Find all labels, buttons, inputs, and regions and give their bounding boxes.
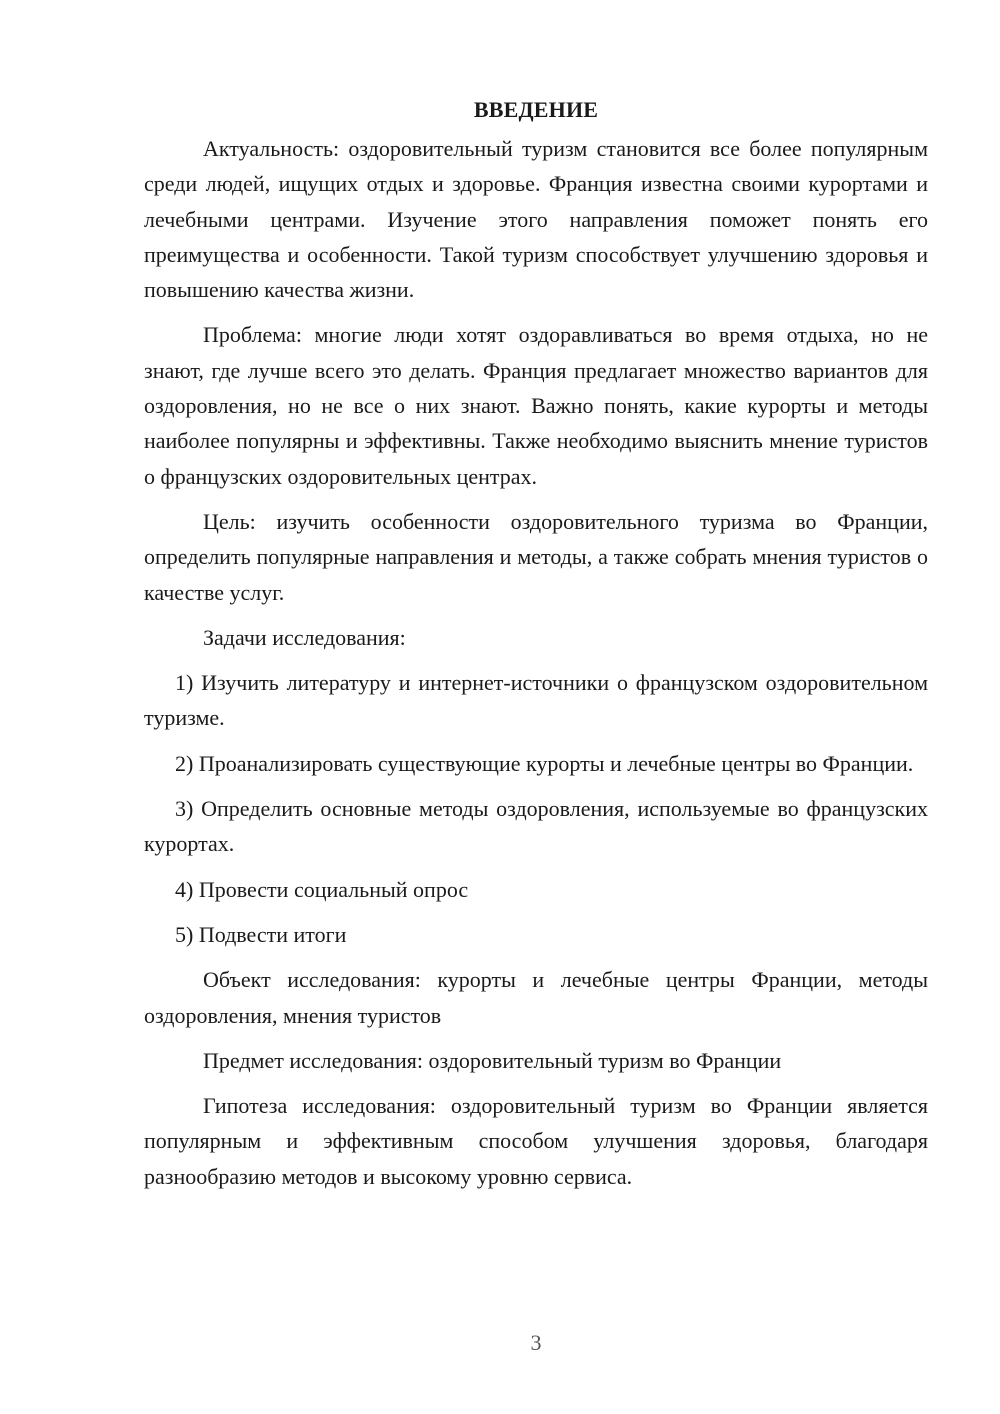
task-item-5: 5) Подвести итоги xyxy=(175,921,347,947)
task-item-2: 2) Проанализировать существующие курорты и лечебные центры во Франции. xyxy=(175,750,914,776)
paragraph-goal: Цель: изучить особенности оздоровительного туризма во Франции, определить популярные направления и методы, а также собрать мнения туристов о качестве услуг. xyxy=(144,508,928,605)
paragraph-subject: Предмет исследования: оздоровительный туризм во Франции xyxy=(203,1047,782,1073)
page-content xyxy=(144,92,928,1204)
task-item-1: 1) Изучить литературу и интернет-источники о французском оздоровительном туризме. xyxy=(144,670,928,731)
task-item-3: 3) Определить основные методы оздоровления, используемые во французских курортах. xyxy=(144,796,928,857)
paragraph-object: Объект исследования: курорты и лечебные центры Франции, методы оздоровления, мнения туристов xyxy=(144,967,928,1028)
task-item-4: 4) Провести социальный опрос xyxy=(175,876,469,902)
paragraph-relevance: Актуальность: оздоровительный туризм становится все более популярным среди людей, ищущих отдых и здоровье. Франция известна своими курортами и лечебными центрами. Изучение этого направления поможет понять его преимущества и особенности. Такой туризм способствует улучшению здоровья и повышению качества жизни. xyxy=(144,136,928,303)
page-number: 3 xyxy=(530,1330,542,1355)
paragraph-problem: Проблема: многие люди хотят оздоравливаться во время отдыха, но не знают, где лучше всего это делать. Франция предлагает множество вариантов для оздоровления, но не все о них знают. Важно понять, какие курорты и методы наиболее популярны и эффективны. Также необходимо выяснить мнение туристов о французских оздоровительных центрах. xyxy=(144,322,928,489)
paragraph-hypothesis: Гипотеза исследования: оздоровительный туризм во Франции является популярным и эффективным способом улучшения здоровья, благодаря разнообразию методов и высокому уровню сервиса. xyxy=(144,1093,928,1189)
section-title: ВВЕДЕНИЕ xyxy=(473,97,599,122)
tasks-heading: Задачи исследования: xyxy=(203,624,406,650)
